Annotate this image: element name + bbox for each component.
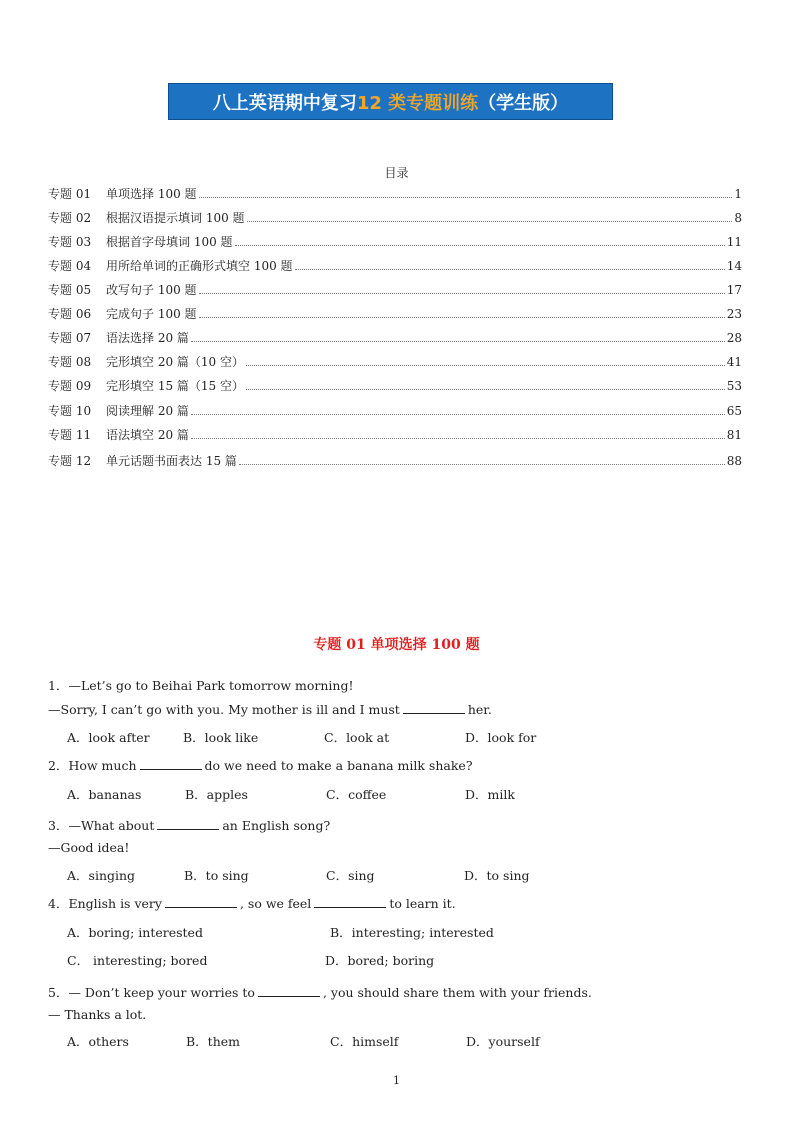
question-text: do we need to make a banana milk shake? [204,758,473,773]
toc-label: 根据汉语提示填词 100 题 [106,211,245,225]
option-d[interactable]: D．yourself [466,1034,540,1049]
document-title-banner [168,83,613,120]
toc-heading: 目录 [384,166,409,180]
page-number: 1 [393,1074,400,1087]
toc-page: 23 [726,307,742,321]
question-text: an English song? [222,818,331,833]
toc-leader [246,388,725,390]
toc-code: 专题 04 [48,259,92,273]
toc-code: 专题 01 [48,187,92,201]
toc-leader [246,364,725,366]
option-d[interactable]: D．to sing [464,868,530,883]
question-3-stem [48,816,330,834]
toc-entry[interactable] [48,208,742,226]
option-c[interactable]: C．look at [324,730,390,745]
option-b[interactable]: B．apples [185,787,248,802]
toc-code: 专题 07 [48,331,92,345]
option-a[interactable]: A．singing [67,868,136,883]
toc-leader [239,463,725,465]
question-text: 3．—What about [48,818,155,833]
question-2-stem [48,756,473,774]
question-text: —Sorry, I can’t go with you. My mother is ill and I must [48,702,400,717]
toc-label: 阅读理解 20 篇 [106,404,189,418]
option-d[interactable]: D．look for [465,730,537,745]
section-heading: 专题 01 单项选择 100 题 [313,637,480,653]
question-1-reply [48,702,492,717]
option-d[interactable]: D．milk [465,787,515,802]
question-text: , so we feel [239,896,312,911]
answer-blank[interactable] [258,995,320,997]
toc-code: 专题 06 [48,307,92,321]
toc-label: 完形填空 20 篇（10 空） [106,355,244,369]
toc-code: 专题 12 [48,454,92,468]
question-1-stem: 1．—Let’s go to Beihai Park tomorrow morning! [48,678,354,693]
question-text: her. [467,702,492,717]
toc-page: 17 [726,283,742,297]
toc-entry[interactable] [48,232,742,250]
toc-leader [235,244,725,246]
toc-leader [295,268,725,270]
question-5-stem [48,983,592,1001]
toc-entry[interactable] [48,280,742,298]
toc-page: 41 [726,355,742,369]
toc-label: 用所给单词的正确形式填空 100 题 [106,259,293,273]
option-b[interactable]: B．them [186,1034,241,1049]
title-highlight: 12 类专题训练 [356,92,479,114]
option-c[interactable]: C．himself [330,1034,399,1049]
question-text: 4．English is very [48,896,162,911]
toc-page: 11 [726,235,742,249]
answer-blank[interactable] [140,768,202,770]
option-c[interactable]: C．coffee [326,787,387,802]
toc-leader [191,413,725,415]
toc-code: 专题 10 [48,404,92,418]
toc-page: 14 [726,259,742,273]
option-c[interactable]: C． interesting; bored [67,953,208,968]
toc-entry[interactable] [48,376,742,394]
toc-label: 语法填空 20 篇 [106,428,189,442]
option-a[interactable]: A．boring; interested [67,925,203,940]
toc-leader [191,437,725,439]
toc-entry[interactable] [48,304,742,322]
option-a[interactable]: A．look after [67,730,150,745]
question-4-stem [48,894,456,912]
toc-code: 专题 03 [48,235,92,249]
toc-entry[interactable] [48,451,742,469]
toc-page: 28 [726,331,742,345]
toc-page: 8 [734,211,742,225]
toc-leader [191,340,725,342]
toc-entry[interactable] [48,425,742,443]
toc-leader [199,316,725,318]
toc-label: 单项选择 100 题 [106,187,197,201]
toc-label: 语法选择 20 篇 [106,331,189,345]
option-b[interactable]: B．to sing [184,868,249,883]
toc-entry[interactable] [48,184,742,202]
option-a[interactable]: A．others [67,1034,129,1049]
toc-label: 完形填空 15 篇（15 空） [106,379,244,393]
option-b[interactable]: B．look like [183,730,259,745]
toc-leader [199,292,725,294]
question-5-reply: — Thanks a lot. [48,1007,147,1022]
question-text: 2．How much [48,758,137,773]
toc-label: 完成句子 100 题 [106,307,197,321]
toc-page: 65 [726,404,742,418]
toc-page: 53 [726,379,742,393]
answer-blank[interactable] [403,712,465,714]
toc-label: 根据首字母填词 100 题 [106,235,233,249]
option-d[interactable]: D．bored; boring [325,953,435,968]
option-a[interactable]: A．bananas [67,787,142,802]
title-part-2: （学生版） [478,92,569,114]
toc-leader [199,196,733,198]
answer-blank[interactable] [165,906,237,908]
toc-page: 88 [726,454,742,468]
toc-leader [247,220,733,222]
toc-code: 专题 08 [48,355,92,369]
toc-code: 专题 02 [48,211,92,225]
option-b[interactable]: B．interesting; interested [330,925,494,940]
question-3-reply: —Good idea! [48,840,130,855]
toc-code: 专题 09 [48,379,92,393]
toc-code: 专题 11 [48,428,92,442]
answer-blank[interactable] [157,828,219,830]
question-text: , you should share them with your friends. [322,985,592,1000]
question-text: 5．— Don’t keep your worries to [48,985,255,1000]
answer-blank[interactable] [314,906,386,908]
toc-code: 专题 05 [48,283,92,297]
toc-page: 81 [726,428,742,442]
toc-entry[interactable] [48,256,742,274]
toc-entry[interactable] [48,401,742,419]
toc-label: 改写句子 100 题 [106,283,197,297]
toc-page: 1 [734,187,742,201]
option-c[interactable]: C．sing [326,868,375,883]
question-text: to learn it. [389,896,456,911]
title-part-1: 八上英语期中复习 [212,92,357,114]
toc-entry[interactable] [48,352,742,370]
toc-label: 单元话题书面表达 15 篇 [106,454,237,468]
toc-entry[interactable] [48,328,742,346]
